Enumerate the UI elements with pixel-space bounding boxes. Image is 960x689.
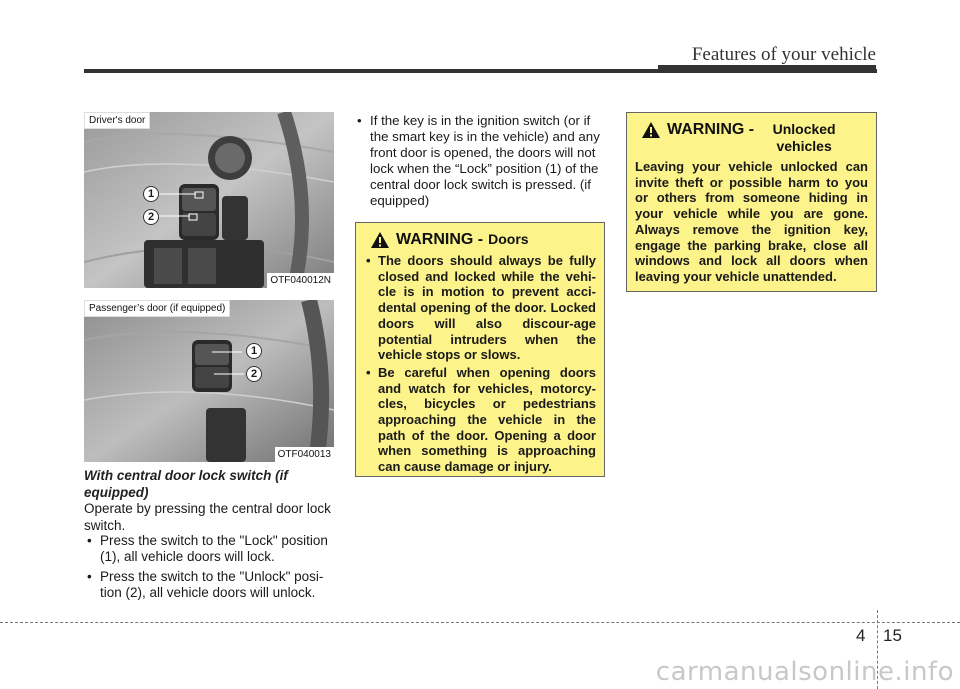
- section-subheading: With central door lock switch (if equipped): [84, 468, 288, 500]
- footer-rule: [0, 622, 960, 623]
- warning-label: WARNING -: [667, 121, 755, 138]
- warning-triangle-icon: [370, 231, 390, 249]
- note-list: [354, 113, 606, 213]
- intro-paragraph: Operate by pressing the central door lock switch.: [84, 501, 331, 533]
- figure-code: OTF040012N: [267, 273, 334, 288]
- page-number: 15: [883, 626, 902, 645]
- passenger-door-illustration: [84, 300, 334, 462]
- callout-1: 1: [143, 186, 159, 202]
- watermark: carmanualsonline.info: [655, 657, 954, 687]
- instruction-list: [84, 533, 336, 605]
- warning-label: WARNING -: [396, 231, 484, 248]
- figure-label-passenger-door: Passenger’s door (if equipped): [84, 300, 230, 317]
- warning-list: [364, 253, 596, 475]
- passenger-door-photo: [84, 300, 334, 462]
- warning-topic: Doors: [488, 231, 529, 247]
- callout-2: 2: [246, 366, 262, 382]
- list-item: • Press the switch to the "Unlock" posi-tion (2), all vehicle doors will unlock.: [84, 569, 336, 601]
- figure-label-drivers-door: Driver's door: [84, 112, 150, 129]
- list-item: • Press the switch to the "Lock" position (1), all vehicle doors will lock.: [84, 533, 336, 565]
- callout-1: 1: [246, 343, 262, 359]
- drivers-door-photo: [84, 112, 334, 288]
- chapter-number: 4: [856, 626, 866, 645]
- warning-box-doors: [355, 222, 605, 477]
- figure-code: OTF040013: [275, 447, 334, 462]
- list-item: • If the key is in the ignition switch (or if the smart key is in the vehicle) and any front door is opened, the doors will not lock when the “Lock” position (1) of the central door lock switch is pressed. (if equipped): [354, 113, 606, 209]
- header-rule-accent: [658, 65, 876, 73]
- warning-box-unlocked-vehicles: [626, 112, 877, 292]
- warning-topic: Unlocked vehicles: [772, 121, 836, 154]
- list-item: • The doors should always be fully closed and locked while the vehi-cle is in motion to prevent acci-dental opening of the door. Locked doors will also discour-age potential intruders when the vehicle stops or slows.: [364, 253, 596, 363]
- warning-triangle-icon: [641, 121, 661, 139]
- list-item: • Be careful when opening doors and watch for vehicles, motorcy-cles, bicycles or pedestrians approaching the vehicle in the path of the door. Opening a door when something is approaching can cause damage or injury.: [364, 365, 596, 475]
- warning-body: Leaving your vehicle unlocked can invite theft or possible harm to you or others from someone hiding in your vehicle while you are gone. Always remove the ignition key, engage the parking brake, close all windows and lock all doors when leaving your vehicle unattended.: [635, 159, 868, 284]
- callout-2: 2: [143, 209, 159, 225]
- running-header: Features of your vehicle: [691, 44, 876, 65]
- drivers-door-illustration: [84, 112, 334, 288]
